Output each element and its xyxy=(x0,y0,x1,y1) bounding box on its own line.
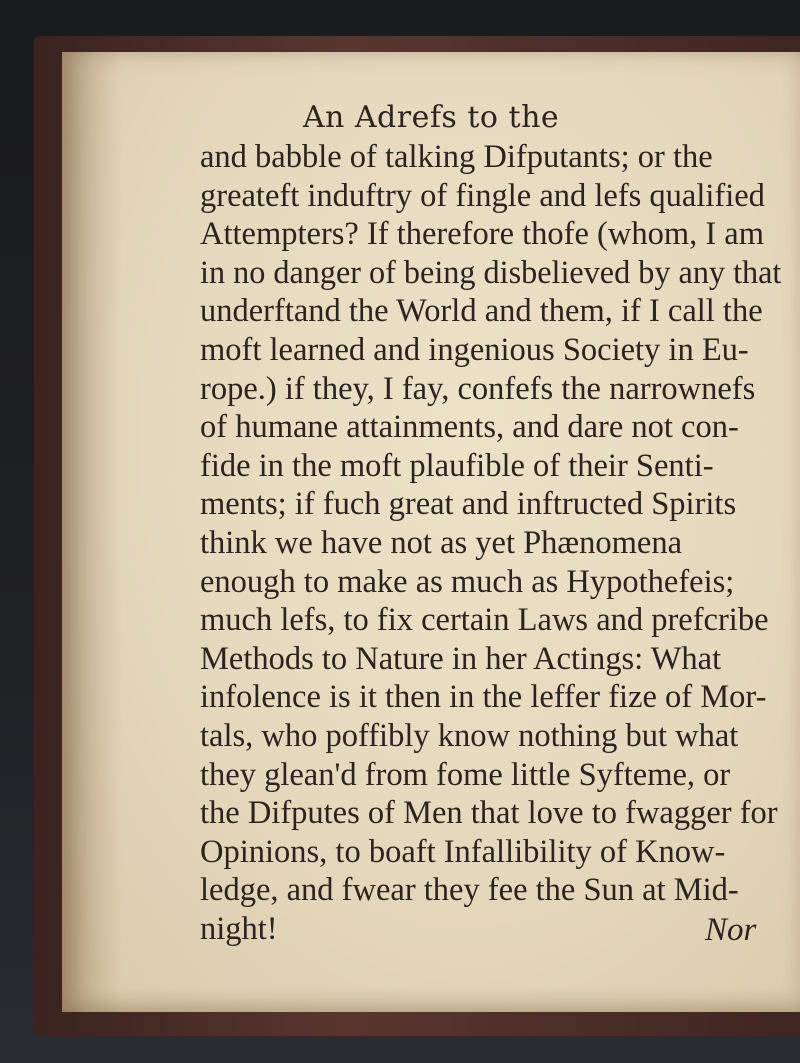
text-line: underftand the World and them, if I call the xyxy=(200,293,763,330)
text-line: of humane attainments, and dare not con- xyxy=(200,409,739,446)
text-line: think we have not as yet Phænomena xyxy=(200,524,682,561)
text-line: greateft induftry of fingle and lefs qualified xyxy=(200,177,765,214)
text-line: Methods to Nature in her Actings: What xyxy=(200,640,722,677)
body-text xyxy=(200,138,780,948)
catchword: Nor xyxy=(705,912,757,948)
running-head: An Adrefs to the xyxy=(302,100,560,135)
text-line: ledge, and fwear they fee the Sun at Mid- xyxy=(200,872,739,909)
text-line: ments; if fuch great and inftructed Spirits xyxy=(200,486,737,523)
text-line: Attempters? If therefore thofe (whom, I am xyxy=(200,216,765,253)
text-line: infolence is it then in the leffer fize of Mor- xyxy=(200,679,767,716)
text-line: night! xyxy=(200,910,278,947)
text-line: in no danger of being disbelieved by any that xyxy=(200,254,782,291)
text-line: much lefs, to fix certain Laws and prefcribe xyxy=(200,602,769,639)
text-line: the Difputes of Men that love to fwagger for xyxy=(200,795,778,832)
text-line: fide in the moft plaufible of their Senti- xyxy=(200,447,714,484)
text-line: enough to make as much as Hypothefeis; xyxy=(200,563,735,600)
text-line: Opinions, to boaft Infallibility of Know- xyxy=(200,833,726,870)
text-line: and babble of talking Difputants; or the xyxy=(200,139,713,175)
text-line: they glean'd from fome little Syfteme, or xyxy=(200,756,731,793)
text-line: tals, who poffibly know nothing but what xyxy=(200,717,739,754)
text-line: rope.) if they, I fay, confefs the narrownefs xyxy=(200,370,756,407)
text-line: moft learned and ingenious Society in Eu- xyxy=(200,331,749,368)
